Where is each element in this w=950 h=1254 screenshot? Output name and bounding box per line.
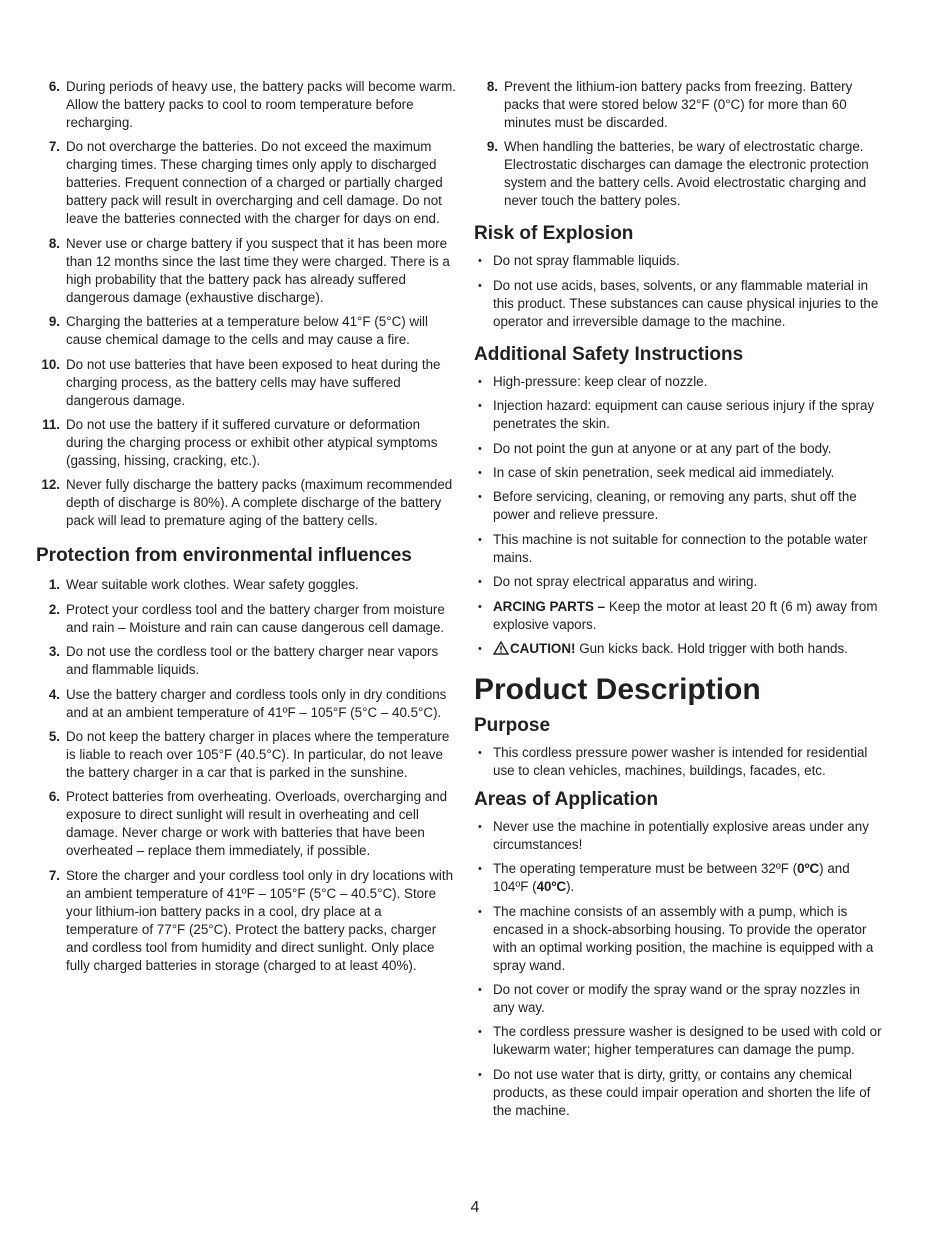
list-item-arcing: • ARCING PARTS – Keep the motor at least 20 ft (6 m) away from explosive vapors. [474, 598, 884, 634]
list-item: 3. Do not use the cordless tool or the battery charger near vapors and flammable liquids. [48, 644, 439, 678]
list-item: • Never use the machine in potentially explosive areas under any circumstances! [474, 818, 884, 854]
list-item: 7. Store the charger and your cordless tool only in dry locations with an ambient temperature of 41ºF – 105°F (5°C – 40.5°C). Store your lithium-ion battery packs in a cool, dry place at a temperature of 77°F (25°C). Protect the battery packs, charger and cordless tool from humidity and direct sunlight. Only place fully charged batteries in storage (charged to at least 40%). [48, 867, 454, 973]
list-item: 8. Never use or charge battery if you suspect that it has been more than 12 months since the last time they were charged. There is a high probability that the battery pack has already suffered dangerous damage (exhaustive discharge). [48, 235, 450, 305]
list-item: • High-pressure: keep clear of nozzle. [474, 373, 884, 391]
list-item: 8. Prevent the lithium-ion battery packs from freezing. Battery packs that were stored below 32°F (0°C) for more than 60 minutes must be discarded. [486, 79, 853, 130]
caution-label: CAUTION! [510, 640, 576, 656]
list-item-caution: • CAUTION! Gun kicks back. Hold trigger with both hands. [474, 640, 884, 660]
environment-list [36, 576, 456, 974]
battery-safety-list-continued [36, 78, 456, 530]
additional-safety-list [474, 373, 884, 660]
section-heading-explosion: Risk of Explosion [474, 223, 634, 245]
section-heading-product-description: Product Description [474, 672, 761, 706]
list-item: 10. Do not use batteries that have been exposed to heat during the charging process, as the battery cells may have suffered dangerous damage. [41, 356, 441, 408]
list-item: 11. Do not use the battery if it suffered curvature or deformation during the charging process or exhibit other atypical symptoms (gassing, hissing, cracking, etc.). [42, 416, 438, 468]
list-item: • Do not spray flammable liquids. [474, 252, 884, 270]
list-item: • In case of skin penetration, seek medical aid immediately. [474, 464, 884, 482]
list-item-temperature: • The operating temperature must be between 32ºF (0ºC) and 104ºF (40ºC). [474, 860, 884, 896]
list-item: • Do not use water that is dirty, gritty, or contains any chemical products, as these could impair operation and shorten the life of the machine. [474, 1066, 884, 1120]
purpose-list [474, 744, 884, 780]
list-item: 6. Protect batteries from overheating. Overloads, overcharging and exposure to direct sunlight will result in overheating and cell damage. Never charge or work with batteries that have been overheated – replace them immediately, if possible. [48, 789, 448, 859]
list-item: 9. When handling the batteries, be wary of electrostatic charge. Electrostatic discharges can damage the electronic protection system and the battery cells. Avoid electrostatic charging and never touch the battery poles. [486, 139, 869, 209]
list-item: • Before servicing, cleaning, or removing any parts, shut off the power and relieve pressure. [474, 488, 884, 524]
list-item: • This machine is not suitable for connection to the potable water mains. [474, 531, 884, 567]
list-item: 9. Charging the batteries at a temperature below 41°F (5°C) will cause chemical damage to the cells and may cause a fire. [48, 314, 429, 348]
list-item: 1. Wear suitable work clothes. Wear safety goggles. [48, 577, 359, 593]
right-column [474, 78, 884, 1126]
areas-list [474, 818, 884, 1120]
list-item: • Do not use acids, bases, solvents, or any flammable material in this product. These substances can cause physical injuries to the operator and irreversible damage to the machine. [474, 277, 884, 331]
list-item: • The machine consists of an assembly with a pump, which is encased in a shock-absorbing housing. To provide the operator with an optimal working position, the machine is equipped with a spray wand. [474, 903, 884, 975]
list-item: 6. During periods of heavy use, the battery packs will become warm. Allow the battery packs to cool to room temperature before recharging. [48, 79, 456, 130]
list-item: 5. Do not keep the battery charger in places where the temperature is liable to reach over 105°F (40.5°C). In particular, do not leave the battery charger in a car that is parked in the sunshine. [48, 728, 450, 780]
list-item: • Injection hazard: equipment can cause serious injury if the spray penetrates the skin. [474, 397, 884, 433]
explosion-list [474, 252, 884, 330]
list-item: • Do not spray electrical apparatus and wiring. [474, 573, 884, 591]
section-heading-environment: Protection from environmental influences [36, 545, 412, 567]
section-heading-purpose: Purpose [474, 714, 551, 736]
list-item: • Do not point the gun at anyone or at any part of the body. [474, 440, 884, 458]
list-item: • The cordless pressure washer is designed to be used with cold or lukewarm water; higher temperatures can damage the pump. [474, 1023, 884, 1059]
page-number: 4 [470, 1199, 480, 1216]
section-heading-additional-safety: Additional Safety Instructions [474, 343, 744, 365]
list-item: • This cordless pressure power washer is intended for residential use to clean vehicles, machines, buildings, facades, etc. [474, 744, 884, 780]
list-item: • Do not cover or modify the spray wand or the spray nozzles in any way. [474, 981, 884, 1017]
list-item: 12. Never fully discharge the battery packs (maximum recommended depth of discharge is 80%). A complete discharge of the battery pack will lead to premature aging of the battery cells. [41, 477, 453, 529]
list-item: 7. Do not overcharge the batteries. Do not exceed the maximum charging times. These charging times only apply to discharged batteries. Frequent connection of a charged or partially charged battery pack will result in overcharging and cell damage. Do not leave the batteries connected with the charger for days on end. [48, 139, 443, 227]
list-item: 4. Use the battery charger and cordless tools only in dry conditions and at an ambient temperature of 41ºF – 105°F (5°C – 40.5°C). [48, 686, 447, 720]
list-item: 2. Protect your cordless tool and the battery charger from moisture and rain – Moisture and rain can cause dangerous cell damage. [48, 601, 445, 635]
arcing-label: ARCING PARTS – [493, 598, 606, 614]
section-heading-areas: Areas of Application [474, 788, 659, 810]
battery-safety-list-continued-right [474, 78, 884, 210]
warning-triangle-icon [493, 641, 509, 660]
left-column [36, 78, 456, 981]
